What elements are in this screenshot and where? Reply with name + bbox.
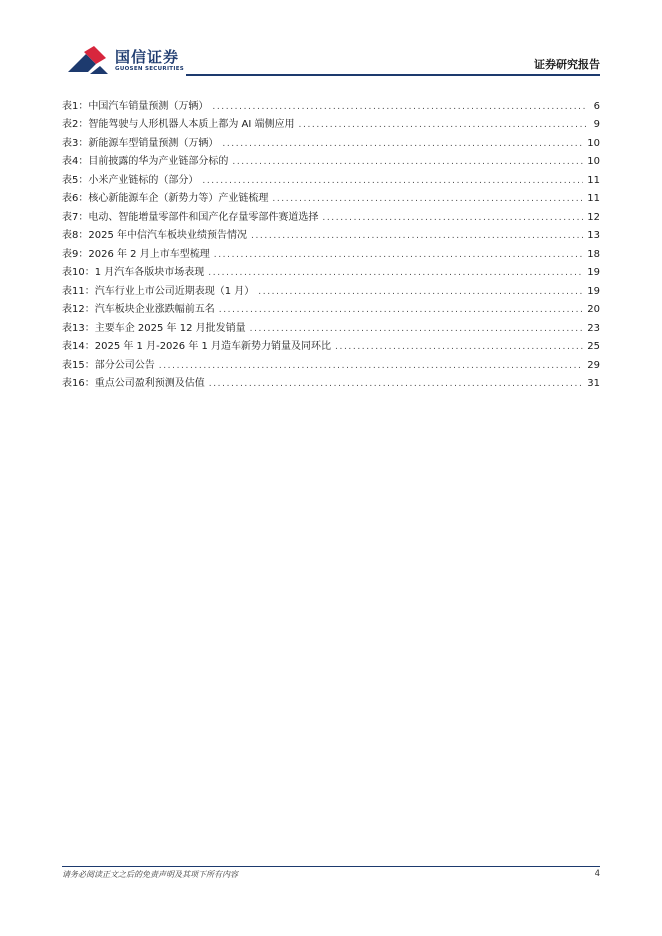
toc-entry[interactable]: [62, 168, 600, 187]
toc-entry-page: 23: [587, 322, 600, 334]
page-header: [0, 0, 662, 80]
toc-entry[interactable]: [62, 261, 600, 280]
toc-entry[interactable]: [62, 335, 600, 354]
toc-entry-page: 6: [593, 100, 600, 112]
toc-entry-number: 表4：: [62, 156, 89, 167]
toc-entry-title: 汽车板块企业涨跌幅前五名: [94, 304, 215, 315]
toc-entry[interactable]: [62, 279, 600, 298]
toc-entry-page: 10: [587, 137, 600, 149]
guosen-logo: [66, 44, 186, 78]
toc-entry-number: 表3：: [62, 137, 89, 149]
toc-entry-page: 19: [587, 285, 600, 297]
toc-entry-number: 表10：: [62, 267, 95, 278]
toc-dot-leader: [222, 138, 583, 150]
toc-dot-leader: [159, 360, 584, 372]
toc-entry-number: 表13：: [62, 322, 95, 334]
toc-entry-page: 12: [587, 211, 600, 223]
toc-entry[interactable]: [62, 113, 600, 132]
toc-entry[interactable]: [62, 224, 600, 243]
toc-entry-title: 小米产业链标的（部分）: [88, 174, 199, 186]
toc-entry-page: 18: [587, 248, 600, 260]
toc-entry[interactable]: [62, 372, 600, 391]
toc-entry-number: 表6：: [62, 193, 89, 204]
toc-entry-title: 电动、智能增量零部件和国产化存量零部件赛道选择: [88, 211, 319, 223]
toc-entry[interactable]: [62, 242, 600, 261]
toc-dot-leader: [335, 341, 583, 353]
toc-entry[interactable]: [62, 150, 600, 169]
toc-dot-leader: [299, 119, 586, 131]
toc-entry-title: 部分公司公告: [94, 359, 155, 371]
toc-entry-page: 19: [587, 267, 600, 278]
toc-dot-leader: [232, 156, 583, 168]
toc-entry-title: 目前披露的华为产业链部分标的: [88, 156, 229, 167]
toc-entry-page: 13: [587, 230, 600, 241]
toc-dot-leader: [258, 286, 583, 298]
toc-entry-number: 表9：: [62, 248, 89, 260]
toc-entry-number: 表5：: [62, 174, 89, 186]
toc-dot-leader: [214, 249, 584, 261]
toc-entry[interactable]: [62, 187, 600, 206]
toc-dot-leader: [209, 378, 584, 390]
toc-entry-title: 2025 年 1 月-2026 年 1 月造车新势力销量及同环比: [94, 341, 332, 352]
toc-entry-title: 2025 年中信汽车板块业绩预告情况: [88, 230, 248, 241]
table-of-tables: [62, 94, 600, 390]
guosen-logo-icon: [66, 46, 110, 78]
toc-entry-number: 表2：: [62, 119, 89, 130]
toc-entry[interactable]: [62, 131, 600, 150]
toc-entry-number: 表15：: [62, 359, 95, 371]
toc-entry-title: 新能源车型销量预测（万辆）: [88, 137, 219, 149]
toc-entry[interactable]: [62, 316, 600, 335]
toc-entry-page: 20: [587, 304, 600, 315]
toc-entry-page: 11: [587, 174, 600, 186]
toc-entry-number: 表14：: [62, 341, 95, 352]
toc-dot-leader: [272, 193, 583, 205]
toc-entry-title: 中国汽车销量预测（万辆）: [88, 100, 209, 112]
toc-entry-page: 11: [587, 193, 600, 204]
toc-entry-title: 核心新能源车企（新势力等）产业链梳理: [88, 193, 269, 204]
toc-entry-title: 重点公司盈利预测及估值: [94, 378, 205, 389]
logo-chinese-name: 国信证券: [115, 48, 180, 66]
toc-dot-leader: [251, 230, 583, 242]
toc-entry-number: 表1：: [62, 100, 89, 112]
toc-dot-leader: [322, 212, 583, 224]
footer-divider: [62, 866, 600, 867]
toc-entry-title: 智能驾驶与人形机器人本质上都为 AI 端侧应用: [88, 119, 295, 130]
toc-entry-title: 1 月汽车各版块市场表现: [94, 267, 205, 278]
toc-entry-number: 表16：: [62, 378, 95, 389]
header-divider: [186, 74, 600, 76]
toc-entry-number: 表7：: [62, 211, 89, 223]
page-number: 4: [594, 869, 600, 879]
toc-dot-leader: [219, 304, 584, 316]
toc-dot-leader: [212, 101, 586, 113]
toc-entry-page: 31: [587, 378, 600, 389]
logo-english-name: GUOSEN SECURITIES: [115, 66, 185, 72]
toc-entry-number: 表11：: [62, 285, 95, 297]
toc-entry-page: 25: [587, 341, 600, 352]
toc-entry-page: 9: [593, 119, 600, 130]
toc-dot-leader: [208, 267, 583, 279]
toc-dot-leader: [250, 323, 584, 335]
toc-dot-leader: [202, 175, 583, 187]
toc-entry-title: 主要车企 2025 年 12 月批发销量: [94, 322, 246, 334]
toc-entry-number: 表12：: [62, 304, 95, 315]
toc-entry-title: 汽车行业上市公司近期表现（1 月）: [94, 285, 255, 297]
report-type-label: 证券研究报告: [534, 58, 600, 71]
toc-entry[interactable]: [62, 353, 600, 372]
toc-entry[interactable]: [62, 298, 600, 317]
toc-entry-title: 2026 年 2 月上市车型梳理: [88, 248, 210, 260]
toc-entry-number: 表8：: [62, 230, 89, 241]
toc-entry-page: 29: [587, 359, 600, 371]
footer-disclaimer: 请务必阅读正文之后的免责声明及其项下所有内容: [62, 870, 238, 879]
toc-entry[interactable]: [62, 94, 600, 113]
toc-entry[interactable]: [62, 205, 600, 224]
toc-entry-page: 10: [587, 156, 600, 167]
